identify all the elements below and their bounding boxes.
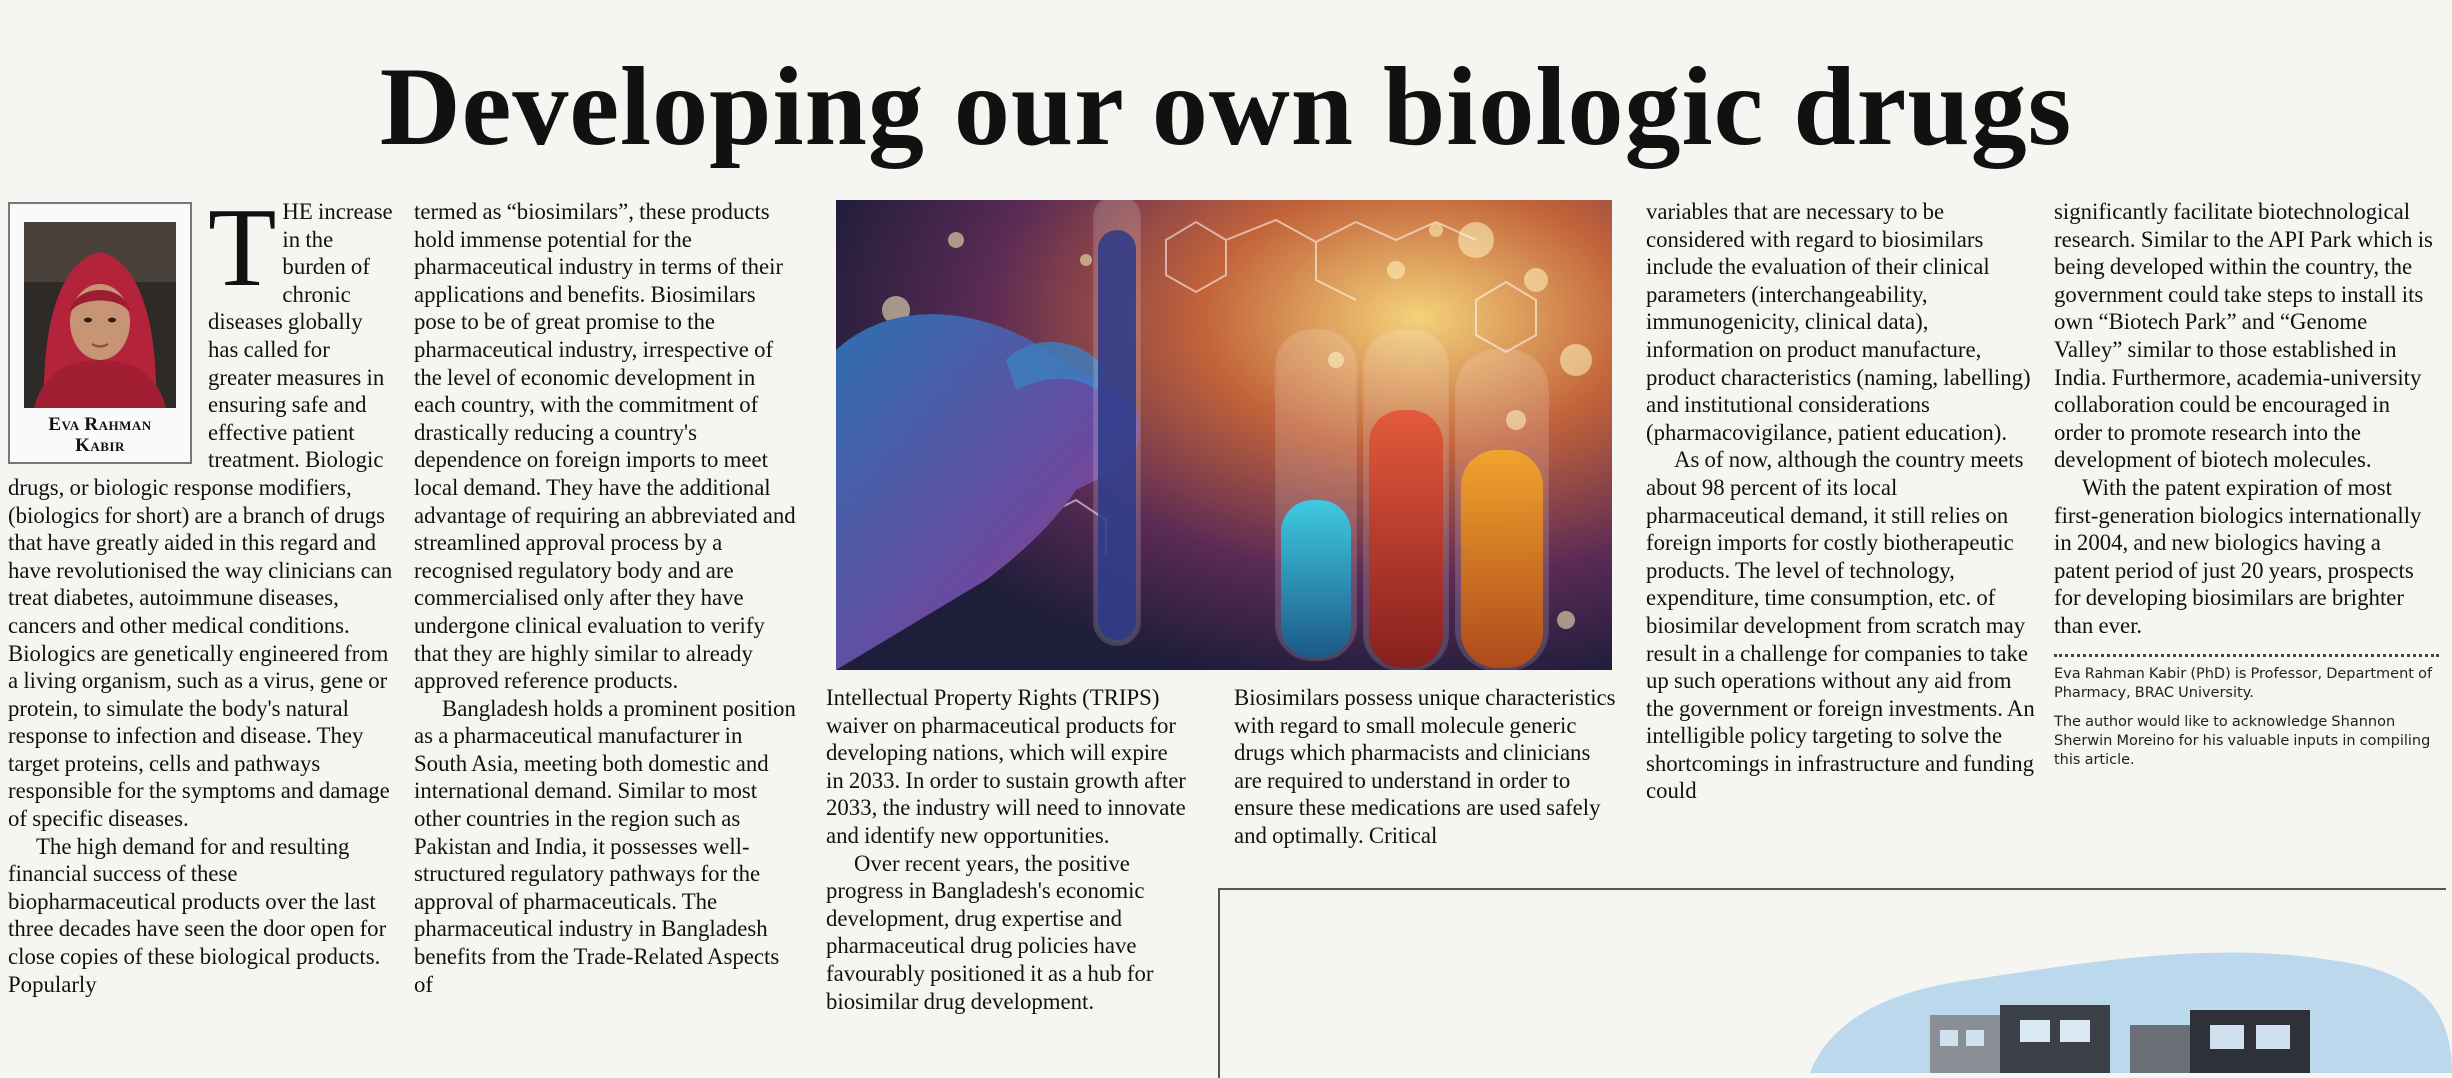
paragraph: The high demand for and resulting financial success of these biopharmaceutical products over the last three decades have seen the door open for close copies of these biological products. Popularly xyxy=(8,833,387,997)
paragraph: significantly facilitate biotechnological research. Similar to the API Park which is being developed within the country, the government could take steps to install its own “Biotech Park” and “Genome Valley” similar to those established in India. Furthermore, academia-university collaboration could be encouraged in order to promote research into the development of biotech molecules. xyxy=(2054,199,2433,473)
paragraph: termed as “biosimilars”, these products hold immense potential for the pharmaceutical industry in terms of their applications and benefits. Biosimilars pose to be of great promise to the pharmaceutical industry, irrespective of the level of economic development in each country, with the commitment of drastically reducing a country's dependence on foreign imports to meet local demand. They have the additional advantage of requiring an abbreviated and streamlined approval process by a recognised regulatory body and are commercialised only after they have undergone clinical evaluation to verify that they are highly similar to already approved reference products. xyxy=(414,199,796,694)
article-column-4 xyxy=(1234,684,1620,850)
article-column-2 xyxy=(414,198,800,998)
paragraph-text: patient treatment. Biologic drugs, or biologic response modifiers, (biologics for short) are a branch of drugs that have greatly aided in this regard and have revolutionised the way clinicians can treat diabetes, autoimmune diseases, cancers and other medical conditions. Biologics are genetically engineered from a living organism, such as a virus, gene or protein, to simulate the body's natural response to infection and disease. They target proteins, cells and pathways responsible for the symptoms and damage of specific diseases. xyxy=(8,419,393,832)
author-name xyxy=(10,414,190,456)
lab-test-tubes-photo xyxy=(836,200,1612,670)
paragraph: variables that are necessary to be considered with regard to biosimilars include the evaluation of their clinical parameters (interchangeability, immunogenicity, clinical data), information on product manufacture, product characteristics (naming, labelling) and institutional considerations (pharmacovigilance, patient education). xyxy=(1646,199,2031,445)
building-advertisement xyxy=(1810,930,2452,1073)
article-column-6 xyxy=(2054,198,2439,780)
headline: Developing our own biologic drugs xyxy=(379,45,2073,169)
paragraph: Intellectual Property Rights (TRIPS) waiver on pharmaceutical products for developing nations, which will expire in 2033. In order to sustain growth after 2033, the industry will need to innovate and identify new opportunities. xyxy=(826,685,1186,848)
author-bio: Eva Rahman Kabir (PhD) is Professor, Department of Pharmacy, BRAC University. xyxy=(2054,665,2433,701)
author-bio-note xyxy=(2054,665,2439,770)
paragraph: Bangladesh holds a prominent position as a pharmaceutical manufacturer in South Asia, meeting both domestic and international demand. Similar to most other countries in the region such as Pakistan and India, it possesses well-structured regulatory pathways for the approval of pharmaceuticals. The pharmaceutical industry in Bangladesh benefits from the Trade-Related Aspects of xyxy=(414,695,796,997)
paragraph: As of now, although the country meets about 98 percent of its local pharmaceutical demand, it still relies on foreign imports for costly biotherapeutic products. The level of technology, expenditure, time consumption, etc. of biosimilar development from scratch may result in a challenge for companies to take up such operations without any aid from the government or foreign investments. An intelligible policy targeting to solve the shortcomings in infrastructure and funding could xyxy=(1646,447,2035,804)
author-portrait-photo xyxy=(24,222,176,408)
drop-cap: T xyxy=(208,186,277,310)
author-box xyxy=(8,202,192,464)
paragraph-text: HE increase in the burden of chronic diseases globally has called for greater measures in ensuring safe and effective xyxy=(208,199,393,445)
acknowledgement: The author would like to acknowledge Shannon Sherwin Moreino for his valuable inputs in compiling this article. xyxy=(2054,713,2431,768)
article-column-3 xyxy=(826,684,1186,1015)
author-name-line1: Eva Rahman xyxy=(48,414,152,435)
dotted-divider xyxy=(2054,654,2439,657)
article-column-5 xyxy=(1646,198,2036,805)
paragraph: Biosimilars possess unique characteristics with regard to small molecule generic drugs which pharmacists and clinicians are required to understand in order to ensure these medications are used safely and optimally. Critical xyxy=(1234,685,1616,848)
paragraph: Over recent years, the positive progress in Bangladesh's economic development, drug expertise and pharmaceutical drug policies have favourably positioned it as a hub for biosimilar drug development. xyxy=(826,850,1154,1014)
article-column-1 xyxy=(8,186,398,998)
paragraph: With the patent expiration of most first-generation biologics internationally in 2004, and new biologics having a patent period of just 20 years, prospects for developing biosimilars are brighter than ever. xyxy=(2054,474,2422,638)
author-name-line2: Kabir xyxy=(75,435,125,456)
